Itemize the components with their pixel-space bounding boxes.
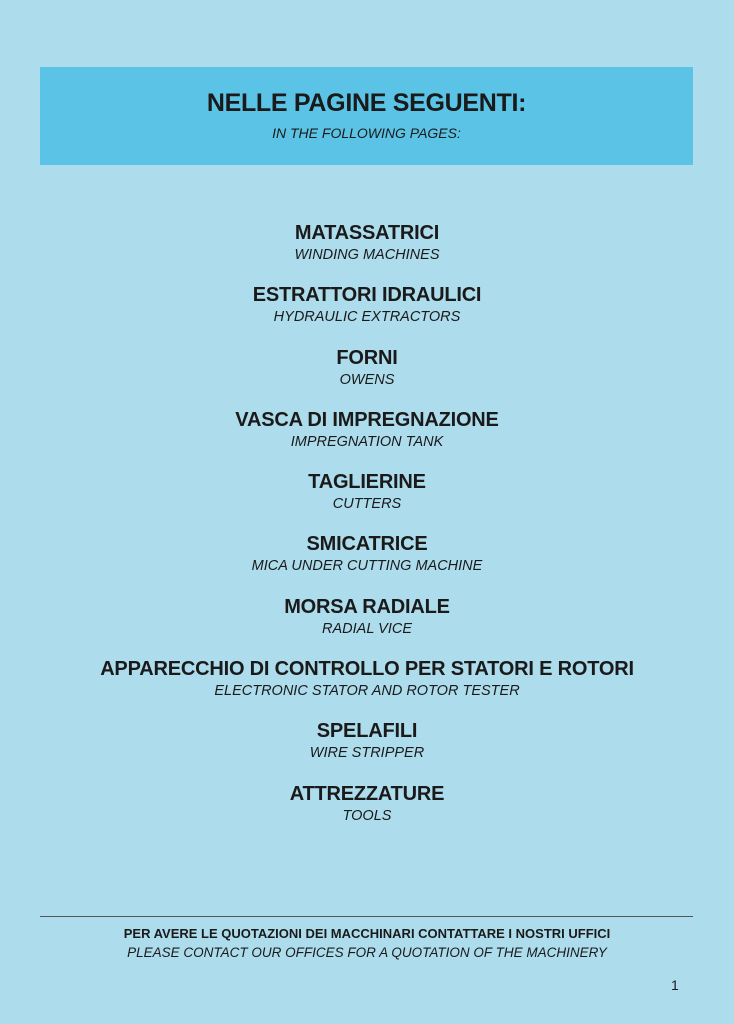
item-title-en: IMPREGNATION TANK [290, 433, 444, 450]
item-title-it: TAGLIERINE [308, 471, 426, 494]
item-title-en: WIRE STRIPPER [309, 745, 425, 762]
item-title-en: MICA UNDER CUTTING MACHINE [251, 558, 483, 575]
page-number: 1 [671, 977, 679, 993]
list-item [0, 218, 734, 280]
list-item [0, 529, 734, 591]
item-title-en: TOOLS [342, 807, 392, 824]
list-item [0, 280, 734, 342]
list-item [0, 467, 734, 529]
item-title-it: VASCA DI IMPREGNAZIONE [235, 408, 499, 431]
item-title-it: SMICATRICE [306, 533, 428, 556]
header-band [40, 67, 693, 165]
item-title-it: ESTRATTORI IDRAULICI [252, 284, 482, 307]
list-item [0, 405, 734, 467]
item-title-en: CUTTERS [332, 496, 402, 513]
item-title-en: ELECTRONIC STATOR AND ROTOR TESTER [214, 683, 520, 700]
item-title-it: APPARECCHIO DI CONTROLLO PER STATORI E ROTORI [100, 658, 634, 681]
item-title-en: WINDING MACHINES [294, 247, 440, 263]
item-title-en: HYDRAULIC EXTRACTORS [273, 309, 461, 326]
item-title-en: RADIAL VICE [322, 620, 412, 637]
page-title: NELLE PAGINE SEGUENTI: [206, 89, 527, 117]
footer-divider [40, 916, 693, 917]
footer-note-en: PLEASE CONTACT OUR OFFICES FOR A QUOTATION OF THE MACHINERY [127, 945, 607, 960]
list-item [0, 779, 734, 841]
item-title-it: FORNI [336, 346, 398, 369]
item-title-en: OWENS [339, 371, 395, 388]
contents-list [0, 218, 734, 841]
list-item [0, 343, 734, 405]
item-title-it: SPELAFILI [316, 720, 418, 743]
footer-note-it: PER AVERE LE QUOTAZIONI DEI MACCHINARI CONTATTARE I NOSTRI UFFICI [123, 926, 611, 941]
item-title-it: ATTREZZATURE [289, 782, 445, 805]
list-item [0, 592, 734, 654]
item-title-it: MORSA RADIALE [284, 595, 450, 618]
list-item [0, 716, 734, 778]
item-title-it: MATASSATRICI [294, 222, 440, 244]
page-subtitle: IN THE FOLLOWING PAGES: [272, 125, 461, 141]
list-item [0, 654, 734, 716]
